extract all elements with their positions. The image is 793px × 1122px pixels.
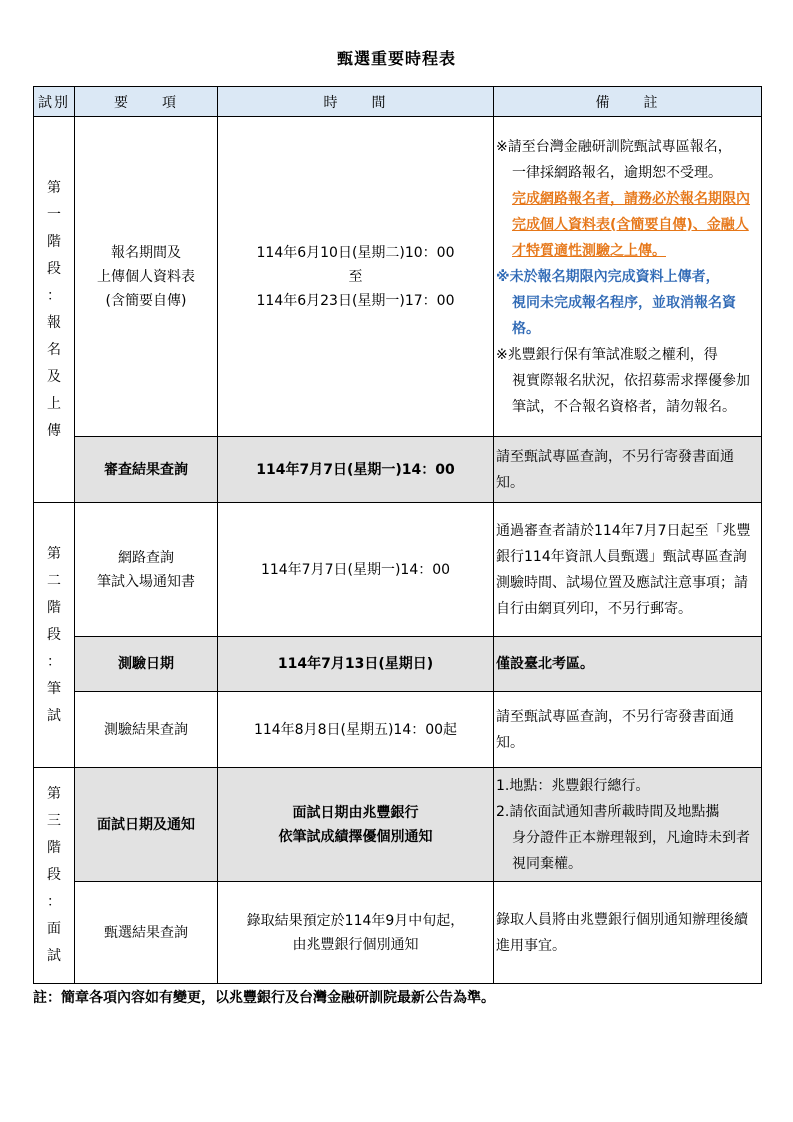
row-item: 審查結果查詢 <box>75 437 218 503</box>
row-notes: ※請至台灣金融研訓院甄試專區報名， 一律採網路報名，逾期恕不受理。 完成網路報名者，請務必於報名期限內完成個人資料表(含簡要自傳)、金融人才特質適性測驗之上傳。 ※未於報名期限內完成資料上傳者， 視同未完成報名程序，並取消報名資格。 ※兆豐銀行保有筆試准駁之權利，得 視實際報名狀況，依招募需求擇優參加筆試，不合報名資格者，請勿報名。 <box>494 117 762 437</box>
row-time: 114年8月8日(星期五)14：00起 <box>218 692 494 768</box>
row-time: 114年6月10日(星期二)10：00 至 114年6月23日(星期一)17：00 <box>218 117 494 437</box>
table-row <box>34 692 762 768</box>
row-item: 報名期間及 上傳個人資料表 (含簡要自傳) <box>75 117 218 437</box>
row-time: 114年7月7日(星期一)14：00 <box>218 503 494 637</box>
row-notes: 通過審查者請於114年7月7日起至「兆豐銀行114年資訊人員甄選」甄試專區查詢測驗時間、試場位置及應試注意事項；請自行由網頁列印，不另行郵寄。 <box>494 503 762 637</box>
table-row <box>34 117 762 437</box>
row-item: 測驗結果查詢 <box>75 692 218 768</box>
header-stage: 試別 <box>34 87 75 117</box>
table-row <box>34 437 762 503</box>
row-time: 錄取結果預定於114年9月中旬起， 由兆豐銀行個別通知 <box>218 882 494 984</box>
row-time: 面試日期由兆豐銀行 依筆試成績擇優個別通知 <box>218 768 494 882</box>
table-row <box>34 503 762 637</box>
header-time: 時 間 <box>218 87 494 117</box>
header-item: 要 項 <box>75 87 218 117</box>
row-time: 114年7月7日(星期一)14：00 <box>218 437 494 503</box>
row-time: 114年7月13日(星期日) <box>218 637 494 692</box>
row-notes: 請至甄試專區查詢，不另行寄發書面通知。 <box>494 692 762 768</box>
page-title: 甄選重要時程表 <box>336 49 456 68</box>
table-row <box>34 768 762 882</box>
schedule-table <box>33 86 762 984</box>
row-item: 網路查詢 筆試入場通知書 <box>75 503 218 637</box>
row-item: 測驗日期 <box>75 637 218 692</box>
stage-3-label: 第 三 階 段 ： 面 試 <box>34 768 75 984</box>
stage-1-label: 第 一 階 段 ： 報 名 及 上 傳 <box>34 117 75 503</box>
row-notes: 錄取人員將由兆豐銀行個別通知辦理後續進用事宜。 <box>494 882 762 984</box>
stage-2-label: 第 二 階 段 ： 筆 試 <box>34 503 75 768</box>
header-notes: 備 註 <box>494 87 762 117</box>
row-notes: 僅設臺北考區。 <box>494 637 762 692</box>
row-item: 面試日期及通知 <box>75 768 218 882</box>
table-row <box>34 882 762 984</box>
row-notes: 1.地點：兆豐銀行總行。 2.請依面試通知書所載時間及地點攜 身分證件正本辦理報到，凡逾時未到者視同棄權。 <box>494 768 762 882</box>
footnote: 註：簡章各項內容如有變更，以兆豐銀行及台灣金融研訓院最新公告為準。 <box>33 990 495 1006</box>
row-notes: 請至甄試專區查詢，不另行寄發書面通知。 <box>494 437 762 503</box>
table-row <box>34 637 762 692</box>
table-header-row <box>34 87 762 117</box>
row-item: 甄選結果查詢 <box>75 882 218 984</box>
